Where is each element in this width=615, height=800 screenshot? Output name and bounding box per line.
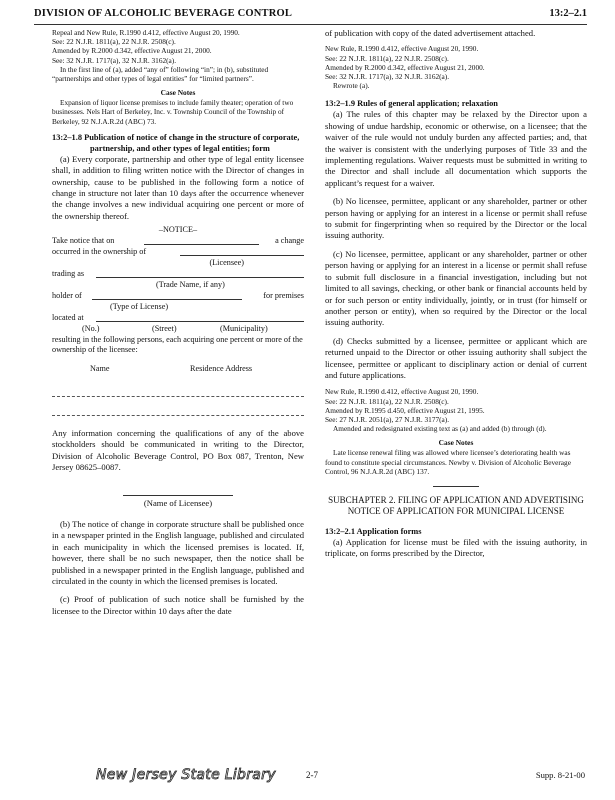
page-footer	[34, 766, 587, 788]
left-column	[52, 28, 304, 617]
history-line: See: 22 N.J.R. 1811(a), 22 N.J.R. 2508(c).	[325, 53, 449, 63]
section-heading-13-2-1-8: 13:2–1.8 Publication of notice of change in the structure of corporate, partnership, and other types of legal entities; form	[52, 132, 300, 153]
form-table-header	[52, 362, 304, 378]
form-info-paragraph: Any information concerning the qualifications of any of the above stockholders should be communicated in writing to the Director, Division of Alcoholic Beverage Control, PO Box 087, Trenton, New Jersey 08625–0087.	[52, 427, 304, 472]
history-line: New Rule, R.1990 d.412, effective August 20, 1990.	[325, 44, 479, 54]
blank-line	[96, 277, 304, 278]
paragraph-b: (b) No licensee, permittee, applicant or any shareholder, partner or other person having or applying for an interest in a license or permit shall refuse to submit for fingerprinting when so required by the Director or the local issuing authority.	[325, 196, 587, 241]
history-line: Repeal and New Rule, R.1990 d.412, effective August 20, 1990.	[52, 28, 240, 37]
supplement-date: Supp. 8-21-00	[535, 770, 585, 780]
label-licensee: (Licensee)	[209, 257, 244, 267]
library-watermark: New Jersey State Library	[96, 767, 276, 783]
header-section: 13:2–2.1	[549, 8, 587, 19]
case-notes-heading: Case Notes	[160, 88, 196, 98]
label-name-of-licensee: (Name of Licensee)	[143, 498, 213, 509]
history-line: See: 32 N.J.R. 1717(a), 32 N.J.R. 3162(a).	[325, 72, 450, 82]
case-note: Late license renewal filing was allowed where licensee’s deteriorating health was found to constitute special circumstances. Newby v. Division of Alcoholic Beverage Control, 96 N.J.A.R.2d (ABC) 137.	[325, 448, 571, 476]
continued-text: of publication with copy of the dated advertisement attached.	[325, 28, 536, 38]
form-line-holder: holder of for premises	[52, 290, 304, 300]
blank-line	[180, 255, 304, 256]
history-line: Amended by R.1995 d.450, effective August 21, 1995.	[325, 405, 485, 415]
form-line-ownership: occurred in the ownership of	[52, 247, 304, 258]
blank-line	[96, 321, 304, 322]
section-divider	[433, 486, 479, 487]
section-heading-13-2-1-9: 13:2–1.9 Rules of general application; relaxation	[325, 99, 498, 109]
history-line: See: 27 N.J.R. 2051(a), 27 N.J.R. 3177(a).	[325, 414, 450, 424]
section-heading-13-2-2-1: 13:2–2.1 Application forms	[325, 526, 422, 536]
paragraph-c: (c) Proof of publication of such notice shall be furnished by the licensee to the Director within 10 days after the date	[52, 594, 304, 616]
right-column	[325, 28, 587, 560]
running-header	[34, 6, 587, 25]
form-table-row-line	[52, 396, 304, 397]
form-resulting-text: resulting in the following persons, each acquiring one percent or more of the ownership of the licensee:	[52, 334, 303, 355]
form-line-address-labels: (No.) (Street) (Municipality)	[82, 323, 268, 333]
history-annotation: Rewrote (a).	[333, 81, 370, 91]
history-line: See: 32 N.J.R. 1717(a), 32 N.J.R. 3162(a).	[52, 55, 177, 65]
case-notes-heading: Case Notes	[438, 438, 474, 448]
blank-line	[92, 299, 242, 300]
history-note-2	[325, 387, 587, 433]
notice-form	[52, 225, 304, 509]
history-line: See: 22 N.J.R. 1811(a), 22 N.J.R. 2508(c).	[52, 37, 176, 47]
case-note: Expansion of liquor license premises to include family theater; operation of two businesses. Nels Hart of Berkeley, Inc. v. Township Council of the Township of Berkeley, 92 N.J.A.R.2d (ABC) 73.	[52, 98, 294, 126]
history-line: New Rule, R.1990 d.412, effective August 20, 1990.	[325, 387, 479, 397]
label-trade-name: (Trade Name, if any)	[156, 279, 225, 289]
form-line-date: Take notice that on a change	[52, 235, 304, 245]
form-line-trading: trading as	[52, 269, 304, 280]
history-line: See: 22 N.J.R. 1811(a), 22 N.J.R. 2508(c).	[325, 396, 449, 406]
history-annotation: In the first line of (a), added “any of” following “in”; in (b), substituted “partnerships and other types of legal entities” for “limited partners”.	[52, 64, 269, 84]
col-residence-address: Residence Address	[190, 363, 253, 373]
form-line-located: located at	[52, 313, 304, 324]
paragraph-b: (b) The notice of change in corporate structure shall be published once in a newspaper printed in the English language, published and circulated in each municipality in which the licensed premises is located. If, however, there shall be no such newspaper, then the notice shall be published in a newspaper printed in the English language, published and circulated in the county in which the licensed premises is located.	[52, 518, 304, 586]
history-note-top	[52, 28, 304, 83]
subchapter-heading: SUBCHAPTER 2. FILING OF APPLICATION AND ADVERTISING NOTICE OF APPLICATION FOR MUNICIPAL LICENSE	[328, 494, 584, 517]
history-line: Amended by R.2000 d.342, effective August 21, 2000.	[325, 62, 485, 72]
paragraph-d: (d) Checks submitted by a licensee, permittee or applicant which are returned unpaid to the Director or other issuing authority shall subject the licensee, permittee or applicant to disciplinary action or denial of current and future applications.	[325, 335, 587, 380]
header-title: DIVISION OF ALCOHOLIC BEVERAGE CONTROL	[34, 8, 293, 19]
paragraph-a: (a) Every corporate, partnership and other type of legal entity licensee shall, in addition to filing written notice with the Director of changes in ownership, cause to be published in the following form a notice of change in structure not later than 10 days after the occurrence whenever the change involves a new individual acquiring one percent or more of the ownership thereof.	[52, 153, 304, 221]
history-annotation: Amended and redesignated existing text as (a) and added (b) through (d).	[333, 424, 547, 434]
col-name: Name	[90, 363, 110, 373]
paragraph-a: (a) Application for license must be filed with the issuing authority, in triplicate, on forms prescribed by the Director,	[325, 536, 587, 559]
label-type-of-license: (Type of License)	[110, 301, 169, 311]
signature-line	[123, 495, 233, 496]
blank-line	[144, 244, 259, 245]
page-number: 2-7	[306, 770, 318, 780]
history-note-1	[325, 44, 587, 90]
notice-title: –NOTICE–	[158, 225, 198, 235]
history-line: Amended by R.2000 d.342, effective August 21, 2000.	[52, 46, 212, 56]
paragraph-c: (c) No licensee, permittee, applicant or any shareholder, partner or other person having or applying for an interest in a license or permit shall refuse to submit full disclosure in a financial investigation, including but not limited to all savings, checking, or other bank or financial accounts held by or for such person or entity individually, jointly, or in trust (for himself or another person or entity), when so required by the Director or the local issuing authority.	[325, 248, 587, 328]
paragraph-a: (a) The rules of this chapter may be relaxed by the Director upon a showing of undue hardship, economic or otherwise, on a licensee; that the waiver of the rule would not unduly burden any affected parties; and, that the waiver is consistent with the underlying purposes of Title 33 and the implementing regulations. Waiver requests must be submitted in writing to the Director and shall include all documentation which supports the applicant’s request for a waiver.	[325, 109, 587, 188]
